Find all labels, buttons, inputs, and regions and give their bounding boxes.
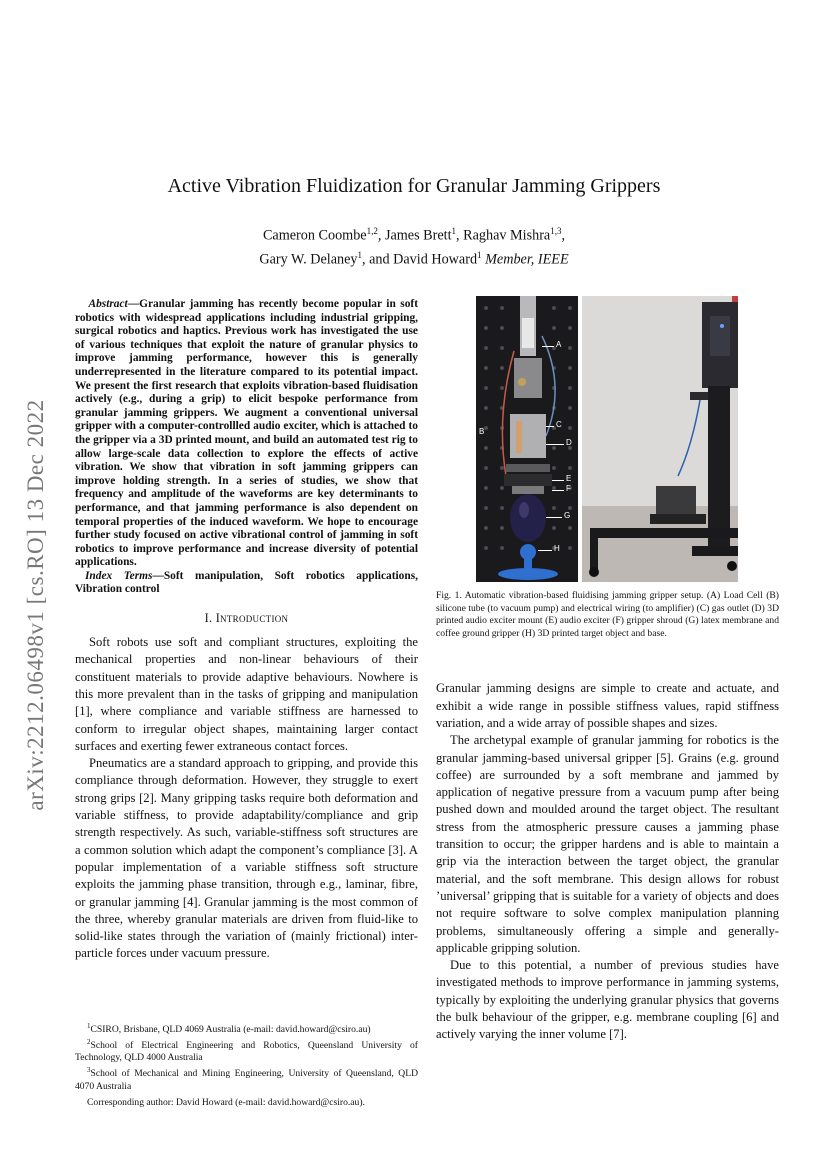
footnote-marker: 1 — [87, 1022, 91, 1030]
author-name: David Howard — [393, 251, 478, 268]
author-affiliation: 1,3 — [550, 226, 562, 236]
footnote-text: Corresponding author: David Howard (e-mail: david.howard@csiro.au). — [87, 1096, 365, 1108]
index-terms-text: Soft manipulation, Soft robotics applications, Vibration control — [75, 569, 418, 596]
index-terms — [75, 570, 418, 597]
abstract — [75, 298, 418, 570]
paragraph: Due to this potential, a number of previous studies have investigated methods to improve performance in jamming systems, typically by exploiting the underlying granular physics that governs the bulk behaviour of the gripper, e.g. membrane coupling [6] and actively varying the inner volume [7]. — [436, 958, 779, 1042]
left-column — [75, 298, 418, 963]
right-body-text — [436, 680, 779, 1043]
author-separator: , — [377, 227, 385, 244]
left-body-text — [75, 634, 418, 963]
test-rig-illustration — [582, 296, 738, 582]
author-line-2 — [0, 246, 828, 270]
section-numeral: I. — [204, 611, 216, 626]
index-terms-label: Index Terms — [85, 569, 153, 582]
right-column — [436, 296, 779, 1044]
author-affiliation: 1,2 — [366, 226, 378, 236]
footnote — [75, 1020, 418, 1036]
figure-label-d: D — [566, 438, 572, 447]
author-affiliation: 1 — [451, 226, 457, 236]
footnote — [75, 1093, 418, 1109]
author-affiliation: 1 — [477, 249, 482, 260]
author-list — [0, 222, 828, 269]
abstract-text: Granular jamming has recently become popular in soft robotics with widespread applications including industrial gripping, surgical robotics and haptics. Previous work has investigated the use of various techniques that exploit the nature of granular physics to improve jamming performance, however this is generally underrepresented in the literature compared to its potential impact. We present the first research that exploits vibration-based fluidisation actively (e.g., during a grip) to elicit bespoke performance from granular jamming grippers. We augment a conventional universal gripper with a computer-controllled audio exciter, which is attached to the gripper via a 3D printed mount, and build an automated test rig to allow large-scale data collection to explore the effects of active vibration. We show that vibration in soft jamming grippers can improve holding strength. In a series of studies, we show that frequency and amplitude of the waveforms are key determinants to performance, and that jamming performance is also dependent on temporal properties of the induced waveform. We hope to encourage further study focused on active vibrational control of jamming in soft robotics to improve performance and increase diversity of potential applications. — [75, 298, 418, 569]
author-name: Gary W. Delaney — [259, 251, 358, 268]
footnote-text: School of Electrical Engineering and Robotics, Queensland University of Technology, QLD 4000 Australia — [75, 1040, 418, 1064]
footnote-marker: 2 — [87, 1038, 91, 1047]
figure-label-c: C — [556, 420, 562, 429]
paper-title: Active Vibration Fluidization for Granular Jamming Grippers — [167, 175, 661, 197]
footnotes — [75, 1020, 418, 1109]
footnote-text: CSIRO, Brisbane, QLD 4069 Australia (e-mail: david.howard@csiro.au) — [90, 1024, 371, 1036]
paragraph: The archetypal example of granular jamming for robotics is the granular jamming-based universal gripper [5]. Grains (e.g. ground coffee) are surrounded by a soft membrane and jammed by application of negative pressure from a vacuum pump after being pushed down and moulded around the target object. The resultant stress from the atmospheric pressure causes a jamming phase transition to occur; the gripper hardens and is able to maintain a grip via the interaction between the target object, the granular material, and the soft membrane. This design allows for robust ’universal’ gripping that is suitable for a variety of objects and does not require software to solve complex manipulation planning problems, simultaneously offering a simple and generally-applicable gripping solution. — [436, 733, 779, 955]
abstract-dash: — — [127, 298, 140, 310]
figure-caption: Fig. 1. Automatic vibration-based fluidising jamming gripper setup. (A) Load Cell (B) silicone tube (to vacuum pump) and electrical wiring (to amplifier) (C) gas outlet (D) 3D printed audio exciter mount (E) audio exciter (F) gripper shroud (G) latex membrane and coffee ground gripper (H) 3D printed target object and base. — [436, 590, 779, 639]
footnote-marker: 3 — [87, 1066, 91, 1075]
author-membership: Member, IEEE — [485, 251, 569, 268]
author-separator: , and — [361, 251, 394, 268]
paragraph: Granular jamming designs are simple to create and actuate, and exhibit a wide range in possible stiffness values, rapid stiffness variation, and a wide array of possible shapes and sizes. — [436, 681, 779, 730]
author-name: James Brett — [384, 227, 452, 244]
paragraph: Pneumatics are a standard approach to gripping, and provide this compliance through deformation. However, they struggle to exert strong grips [2]. Many gripping tasks require both deformation and variable stiffness, to provide adaptability/compliance and grip strength respectively. As such, variable-stiffness soft structures are a common solution which adapt the component’s compliance [3]. A popular implementation of a variable stiffness soft structure exploits the jamming phase transition, through e.g., laminar, fibre, or granular jamming [4]. Granular jamming is the most common of the three, whereby granular materials are driven from fluid-like to solid-like states through the variation of (mainly frictional) inter-particle forces under vacuum pressure. — [75, 756, 418, 961]
author-separator: , — [456, 227, 464, 244]
test-rig-photo — [582, 296, 738, 582]
figure-label-f: F — [566, 484, 571, 493]
author-line-1 — [0, 222, 828, 246]
figure-label-a: A — [556, 340, 562, 349]
section-title: Introduction — [215, 611, 289, 626]
author-affiliation: 1 — [357, 249, 362, 260]
author-name: Cameron Coombe — [262, 227, 367, 244]
figure-label-b: B — [479, 427, 485, 436]
paragraph: Soft robots use soft and compliant structures, exploiting the mechanical properties and non-linear behaviours of their constituent materials to provide adaptive behaviours. Nowhere is this more prevalent than in the tasks of gripping and manipulation [1], where compliance and variable stiffness are harnessed to conform to irregular object shapes, maintaining larger contact surfaces and exerting fewer extraneous contact forces. — [75, 635, 418, 753]
author-separator: , — [561, 227, 566, 244]
figure-label-g: G — [564, 511, 571, 520]
author-name: Raghav Mishra — [463, 227, 551, 244]
abstract-label: Abstract — [88, 298, 128, 310]
footnote — [75, 1064, 418, 1092]
arxiv-sidebar-stamp — [20, 360, 52, 850]
section-heading-introduction — [75, 611, 418, 626]
footnote-text: School of Mechanical and Mining Engineering, University of Queensland, QLD 4070 Australia — [75, 1068, 418, 1092]
figure-label-e: E — [566, 474, 572, 483]
footnote — [75, 1036, 418, 1064]
figure-label-h: H — [554, 544, 560, 553]
arxiv-identifier: arXiv:2212.06498v1 [cs.RO] 13 Dec 2022 — [23, 399, 48, 811]
index-terms-dash: — — [152, 569, 164, 582]
gripper-closeup-photo — [476, 296, 578, 582]
gripper-closeup-illustration — [476, 296, 578, 582]
figure-1 — [436, 296, 779, 582]
